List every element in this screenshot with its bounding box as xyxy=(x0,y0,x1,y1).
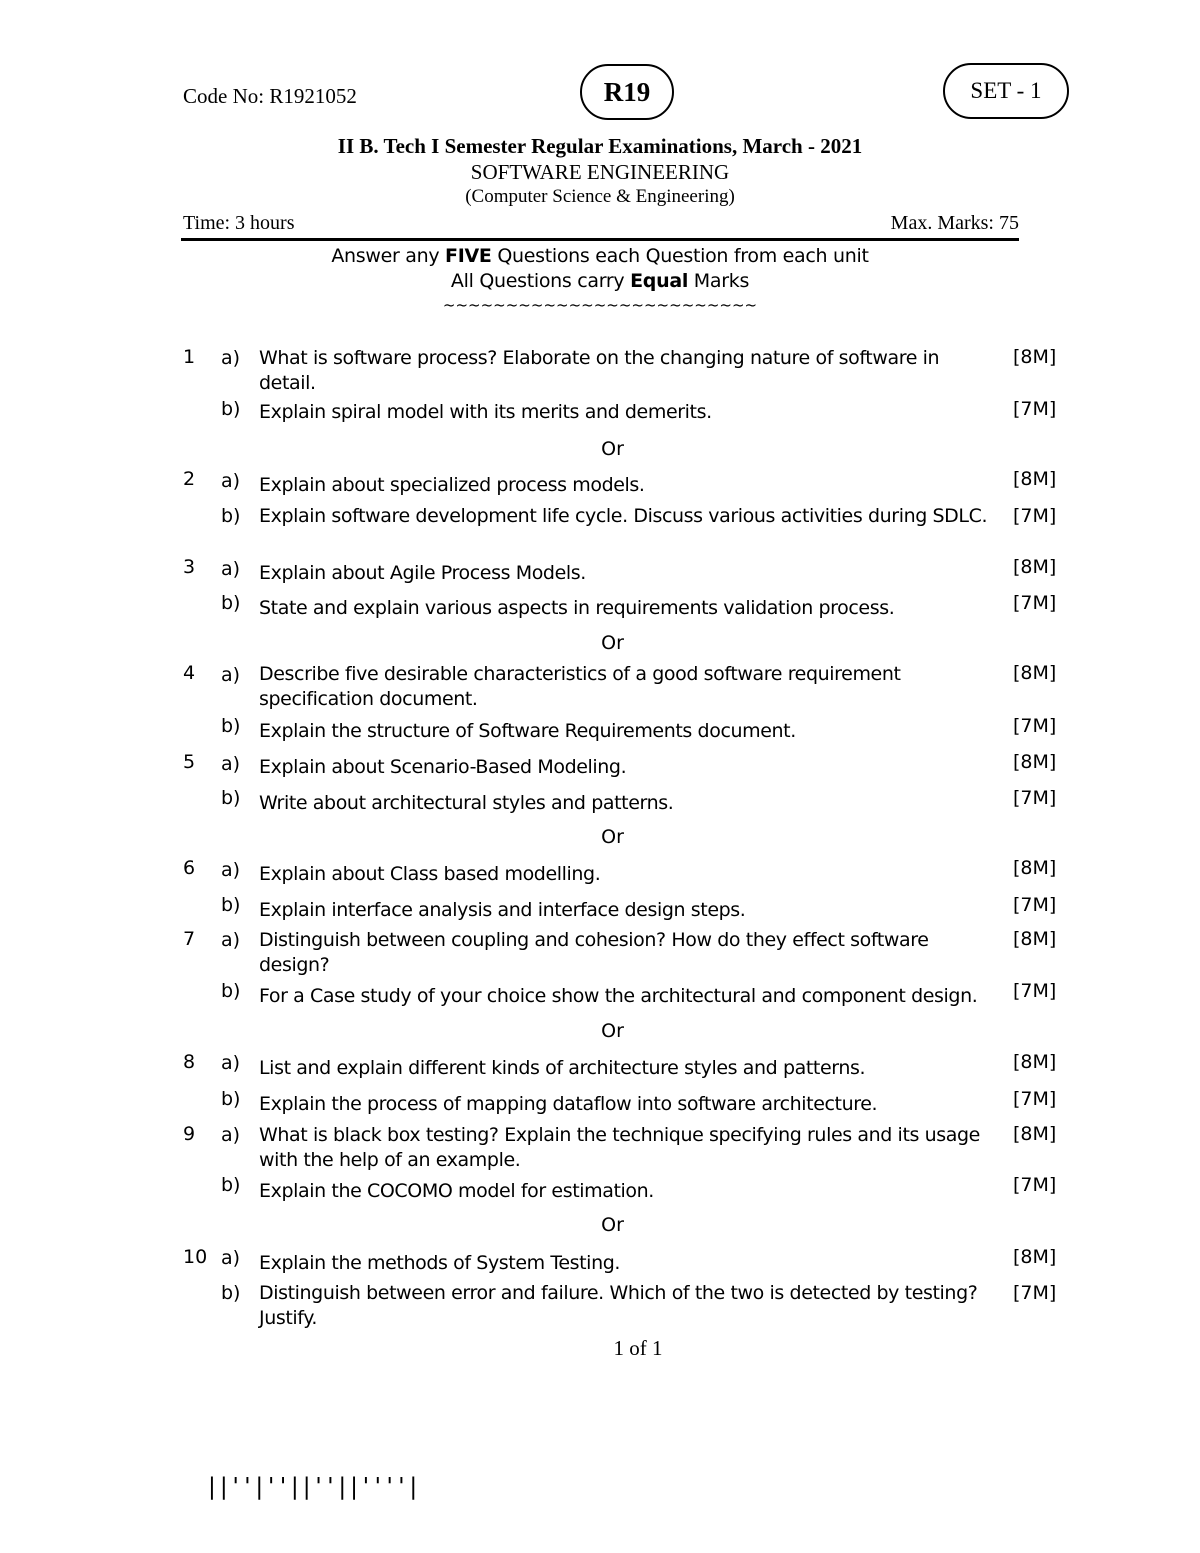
header-rule xyxy=(181,238,1019,241)
question-part-label: b) xyxy=(221,715,241,737)
question-marks: [7M] xyxy=(1013,787,1057,809)
question-marks: [8M] xyxy=(1013,1246,1057,1268)
question-marks: [7M] xyxy=(1013,398,1057,420)
question-number: 7 xyxy=(183,928,196,950)
question-marks: [7M] xyxy=(1013,1282,1057,1304)
question-part-label: a) xyxy=(221,1124,241,1146)
question-number: 5 xyxy=(183,751,196,773)
question-part-label: b) xyxy=(221,1282,241,1304)
question-text: Explain the process of mapping dataflow into software architecture. xyxy=(259,1093,878,1115)
question-text: Explain about Agile Process Models. xyxy=(259,562,586,584)
question-marks: [8M] xyxy=(1013,751,1057,773)
exam-title: II B. Tech I Semester Regular Examinations, March - 2021 xyxy=(337,134,863,158)
question-number: 9 xyxy=(183,1123,196,1145)
question-marks: [8M] xyxy=(1013,1123,1057,1145)
question-marks: [8M] xyxy=(1013,556,1057,578)
question-text: Explain the COCOMO model for estimation. xyxy=(259,1180,654,1202)
separator: ~~~~~~~~~~~~~~~~~~~~~~~~~ xyxy=(442,296,758,314)
question-part-label: b) xyxy=(221,980,241,1002)
exam-time: Time: 3 hours xyxy=(183,212,295,234)
or-divider: Or xyxy=(601,1020,624,1042)
question-marks: [8M] xyxy=(1013,662,1057,684)
question-text: For a Case study of your choice show the architectural and component design. xyxy=(259,985,978,1007)
question-text: Distinguish between error and failure. Which of the two is detected by testing? Justify. xyxy=(259,1282,978,1329)
question-text: Explain spiral model with its merits and demerits. xyxy=(259,401,712,423)
barcode: ||''|''||''||''''| xyxy=(205,1474,419,1500)
or-divider: Or xyxy=(601,826,624,848)
question-part-label: b) xyxy=(221,505,241,527)
page-number: 1 of 1 xyxy=(613,1336,663,1360)
question-part-label: b) xyxy=(221,1088,241,1110)
subject-title: SOFTWARE ENGINEERING xyxy=(470,160,730,184)
question-text: Explain about Class based modelling. xyxy=(259,863,601,885)
question-part-label: a) xyxy=(221,558,241,580)
question-number: 1 xyxy=(183,346,196,368)
question-number: 3 xyxy=(183,556,196,578)
question-text: Explain interface analysis and interface design steps. xyxy=(259,899,746,921)
question-text: State and explain various aspects in requirements validation process. xyxy=(259,597,895,619)
question-number: 8 xyxy=(183,1051,196,1073)
question-part-label: a) xyxy=(221,664,241,686)
question-marks: [8M] xyxy=(1013,1051,1057,1073)
question-part-label: a) xyxy=(221,929,241,951)
question-marks: [8M] xyxy=(1013,857,1057,879)
question-part-label: b) xyxy=(221,592,241,614)
question-number: 6 xyxy=(183,857,196,879)
question-text: Describe five desirable characteristics of a good software requirement specification document. xyxy=(259,663,901,710)
question-marks: [7M] xyxy=(1013,894,1057,916)
question-marks: [7M] xyxy=(1013,980,1057,1002)
code-number: Code No: R1921052 xyxy=(183,84,357,108)
question-marks: [7M] xyxy=(1013,505,1057,527)
question-text: Explain the methods of System Testing. xyxy=(259,1252,621,1274)
question-part-label: b) xyxy=(221,787,241,809)
question-marks: [7M] xyxy=(1013,1088,1057,1110)
instruction-line-2: All Questions carry Equal Marks xyxy=(450,270,750,292)
question-number: 2 xyxy=(183,468,196,490)
question-text: What is software process? Elaborate on the changing nature of software in detail. xyxy=(259,347,940,394)
question-part-label: a) xyxy=(221,1052,241,1074)
question-part-label: b) xyxy=(221,894,241,916)
question-text: Explain about specialized process models. xyxy=(259,474,645,496)
question-text: Distinguish between coupling and cohesion? How do they effect software design? xyxy=(259,929,929,976)
question-marks: [7M] xyxy=(1013,715,1057,737)
or-divider: Or xyxy=(601,438,624,460)
question-text: Explain the structure of Software Requirements document. xyxy=(259,720,796,742)
question-marks: [8M] xyxy=(1013,928,1057,950)
question-number: 10 xyxy=(183,1246,208,1268)
question-marks: [8M] xyxy=(1013,468,1057,490)
branch-title: (Computer Science & Engineering) xyxy=(465,186,735,207)
question-part-label: a) xyxy=(221,470,241,492)
question-marks: [8M] xyxy=(1013,346,1057,368)
instruction-line-1: Answer any FIVE Questions each Question from each unit xyxy=(331,245,869,267)
question-part-label: a) xyxy=(221,1247,241,1269)
question-marks: [7M] xyxy=(1013,592,1057,614)
regulation-badge: R19 xyxy=(580,64,674,120)
question-marks: [7M] xyxy=(1013,1174,1057,1196)
question-part-label: b) xyxy=(221,398,241,420)
question-text: Explain about Scenario-Based Modeling. xyxy=(259,756,627,778)
question-text: What is black box testing? Explain the technique specifying rules and its usage with the help of an example. xyxy=(259,1124,980,1171)
question-part-label: a) xyxy=(221,753,241,775)
or-divider: Or xyxy=(601,1214,624,1236)
question-part-label: a) xyxy=(221,859,241,881)
set-badge: SET - 1 xyxy=(943,63,1069,119)
or-divider: Or xyxy=(601,632,624,654)
question-part-label: a) xyxy=(221,347,241,369)
question-text: Write about architectural styles and patterns. xyxy=(259,792,674,814)
question-number: 4 xyxy=(183,662,196,684)
question-text: Explain software development life cycle. Discuss various activities during SDLC. xyxy=(259,505,988,527)
max-marks: Max. Marks: 75 xyxy=(890,212,1019,234)
question-part-label: b) xyxy=(221,1174,241,1196)
question-text: List and explain different kinds of architecture styles and patterns. xyxy=(259,1057,866,1079)
